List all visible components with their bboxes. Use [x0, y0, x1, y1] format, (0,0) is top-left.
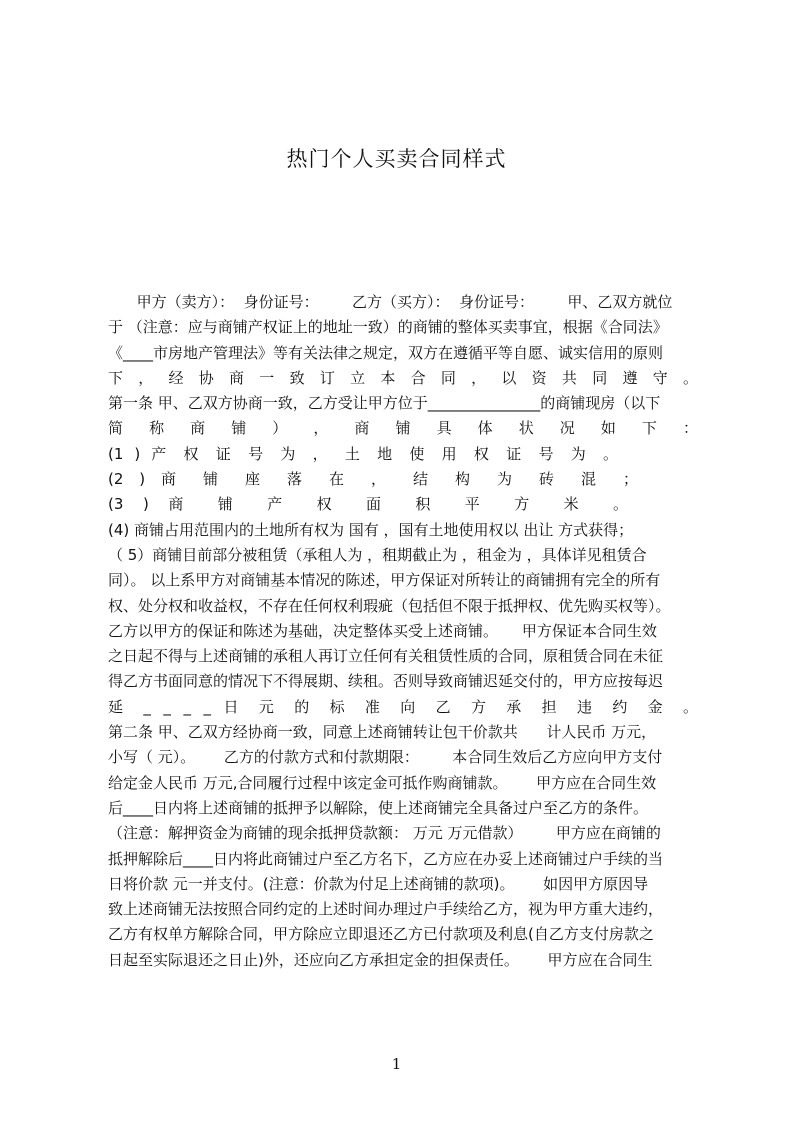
document-body: [108, 290, 698, 973]
document-title: 热门个人买卖合同样式: [286, 147, 507, 171]
text-line: 甲方（卖方）： 身份证号： 乙方（买方）： 身份证号： 甲、乙双方就位: [108, 293, 673, 311]
text-line: 后____日内将上述商铺的抵押予以解除，使上述商铺完全具备过户至乙方的条件。: [108, 798, 649, 817]
text-line: 同）。 以上系甲方对商铺基本情况的陈述，甲方保证对所转让的商铺拥有完全的所有: [108, 571, 661, 590]
text-line: 权、处分权和收益权，不存在任何权利瑕疵（包括但不限于抵押权、优先购买权等）。: [108, 596, 671, 615]
text-line: 致上述商铺无法按照合同约定的上述时间办理过户手续给乙方，视为甲方重大违约，: [108, 900, 664, 919]
text-line: 第一条 甲、乙双方协商一致，乙方受让甲方位于_______________的商铺现房（以下: [108, 394, 661, 413]
text-line: 《____市房地产管理法》等有关法律之规定，双方在遵循平等自愿、诚实信用的原则: [108, 343, 664, 362]
text-line: 延 _ _ _ _ 日 元 的 标 准 向 乙 方 承 担 违 约 金 。: [108, 697, 698, 716]
text-line: 简 称 商 铺 ） ， 商 铺 具 体 状 况 如 下 ：: [108, 419, 698, 438]
text-line: (3 ) 商 铺 产 权 面 积 平 方 米 。: [108, 495, 628, 514]
text-line: 乙方有权单方解除合同，甲方除应立即退还乙方已付款项及利息(自乙方支付房款之: [108, 925, 654, 944]
text-line: 于 （注意：应与商铺产权证上的地址一致）的商铺的整体买卖事宜，根据《合同法》: [108, 318, 668, 337]
text-line: （ 5）商铺目前部分被租赁（承租人为 ，租期截止为 ，租金为 ，具体详见租赁合: [108, 545, 647, 564]
text-line: 之日起不得与上述商铺的承租人再订立任何有关租赁性质的合同，原租赁合同在未征: [108, 647, 664, 666]
text-line: 得乙方书面同意的情况下不得展期、续租。否则导致商铺迟延交付的，甲方应按每迟: [108, 672, 664, 691]
text-line: 抵押解除后____日内将此商铺过户至乙方名下，乙方应在办妥上述商铺过户手续的当: [108, 849, 664, 868]
text-line: 小写（ 元）。 乙方的付款方式和付款期限： 本合同生效后乙方应向甲方支付: [108, 748, 663, 767]
text-line: (4) 商铺占用范围内的土地所有权为 国有 ，国有土地使用权以 出让 方式获得；: [108, 520, 634, 539]
text-line: （注意：解押资金为商铺的现余抵押贷款额： 万元 万元借款） 甲方应在商铺的: [108, 824, 661, 843]
text-line: 给定金人民币 万元,合同履行过程中该定金可抵作购商铺款。 甲方应在合同生效: [108, 773, 657, 792]
text-line: (2 ) 商 铺 座 落 在 ， 结 构 为 砖 混 ；: [108, 470, 638, 489]
text-line: 下 ， 经 协 商 一 致 订 立 本 合 同 ， 以 资 共 同 遵 守 。: [108, 368, 698, 387]
text-line: 日起至实际退还之日止)外，还应向乙方承担定金的担保责任。 甲方应在合同生: [108, 950, 653, 969]
text-line: 乙方以甲方的保证和陈述为基础，决定整体买受上述商铺。 甲方保证本合同生效: [108, 621, 657, 640]
text-line: (1 ) 产 权 证 号 为 ， 土 地 使 用 权 证 号 为 。: [108, 444, 618, 463]
text-line: 日将价款 元一并支付。(注意：价款为付足上述商铺的款项)。 如因甲方原因导: [108, 874, 649, 893]
text-line: 第二条 甲、乙双方经协商一致，同意上述商铺转让包干价款共 计人民币 万元，: [108, 723, 657, 742]
page-number: 1: [391, 1055, 402, 1073]
